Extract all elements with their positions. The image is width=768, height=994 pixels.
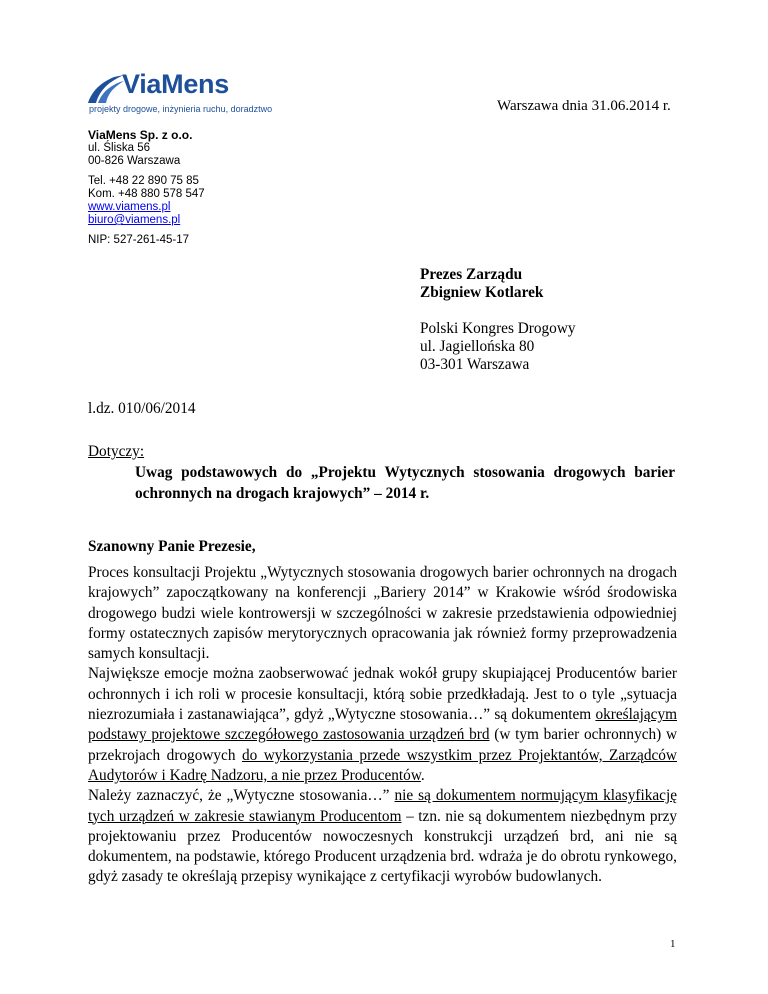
recipient-title: Prezes Zarządu [420, 266, 523, 283]
company-mobile: Kom. +48 880 578 547 [88, 188, 205, 200]
logo-brand: ViaMens [122, 69, 229, 99]
subject-line: Uwag podstawowych do „Projektu Wytycznych stosowania drogowych barier ochronnych na drogach krajowych” – 2014 r. [135, 464, 675, 502]
company-city: 00-826 Warszawa [88, 155, 181, 167]
paragraph-1: Proces konsultacji Projektu „Wytycznych stosowania drogowych barier ochronnych na drogach krajowych” zapoczątkowany na konferencji „Bariery 2014” w Krakowie wśród środowiska drogowego budzi wiele kontrowersji w szczególności w zakresie przedstawienia odpowiedniej formy ostatecznych zapisów merytorycznych opracowania jak również formy przeprowadzenia samych konsultacji. [88, 564, 677, 663]
logo-tagline: projekty drogowe, inżynieria ruchu, doradztwo [89, 104, 273, 114]
recipient-block [420, 266, 576, 374]
recipient-city: 03-301 Warszawa [420, 356, 530, 373]
recipient-org: Polski Kongres Drogowy [420, 320, 576, 337]
paragraph-2: Największe emocje można zaobserwować jednak wokół grupy skupiającej Producentów barier ochronnych i ich roli w procesie konsultacji, którą sobie przedkładają. Jest to o tyle „sytuacja niezrozumiała i zastanawiająca”, gdyż „Wytyczne stosowania…” są dokumentem określającym podstawy projektowe szczegółowego zastosowania urządzeń brd (w tym barier ochronnych) w przekrojach drogowych do wykorzystania przede wszystkim przez Projektantów, Zarządców Audytorów i Kadrę Nadzoru, a nie przez Producentów. [88, 665, 678, 784]
company-nip: NIP: 527-261-45-17 [88, 234, 190, 246]
paragraph-3: Należy zaznaczyć, że „Wytyczne stosowania…” nie są dokumentem normującym klasyfikację tych urządzeń w zakresie stawianym Producentom – tzn. nie są dokumentem niezbędnym przy projektowaniu przez Producentów nowoczesnych konstrukcji urządzeń brd, ani nie są dokumentem, na podstawie, którego Producent urządzenia brd. wdraża je do obrotu rynkowego, gdyż zasady te określają przepisy wynikające z certyfikacji wyrobów budowlanych. [88, 787, 678, 886]
regarding-label: Dotyczy: [88, 443, 145, 460]
salutation: Szanowny Panie Prezesie, [88, 538, 256, 555]
recipient-name: Zbigniew Kotlarek [420, 284, 544, 301]
logo-swoosh-icon [86, 73, 126, 107]
company-email-link[interactable]: biuro@viamens.pl [88, 214, 181, 226]
company-website-link[interactable]: www.viamens.pl [88, 201, 171, 213]
recipient-street: ul. Jagiellońska 80 [420, 338, 535, 355]
company-details [88, 129, 205, 247]
company-name: ViaMens Sp. z o.o. [88, 128, 193, 142]
letter-body [88, 563, 677, 888]
company-street: ul. Śliska 56 [88, 142, 151, 154]
company-logo [86, 69, 273, 117]
company-tel: Tel. +48 22 890 75 85 [88, 175, 199, 187]
page-number: 1 [670, 938, 676, 950]
reference-number: l.dz. 010/06/2014 [88, 400, 196, 417]
date-line: Warszawa dnia 31.06.2014 r. [497, 98, 671, 114]
